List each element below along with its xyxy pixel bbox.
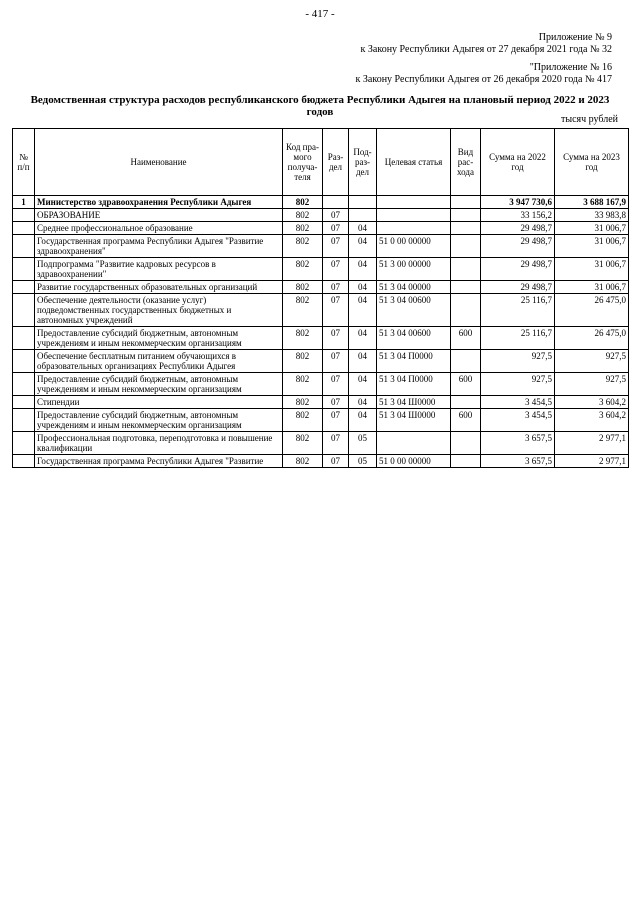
table-cell-s2023: 33 983,8 bbox=[555, 209, 629, 222]
table-cell-cs: 51 3 04 Ш0000 bbox=[377, 409, 451, 432]
table-cell-name: Предоставление субсидий бюджетным, автономным учреждениям и иным некоммерческим организациям bbox=[35, 373, 283, 396]
column-header: Целевая статья bbox=[377, 129, 451, 196]
table-cell-podrazdel: 04 bbox=[349, 258, 377, 281]
table-cell-vr bbox=[451, 235, 481, 258]
table-cell-cs: 51 0 00 00000 bbox=[377, 235, 451, 258]
appendix-header bbox=[361, 32, 612, 56]
column-header: № п/п bbox=[13, 129, 35, 196]
appendix-header-quoted-line2: к Закону Республики Адыгея от 26 декабря 2020 года № 417 bbox=[355, 74, 612, 85]
table-cell-name: Профессиональная подготовка, переподготовка и повышение квалификации bbox=[35, 432, 283, 455]
table-cell-name: Стипендии bbox=[35, 396, 283, 409]
table-cell-code: 802 bbox=[283, 222, 323, 235]
units-label: тысяч рублей bbox=[560, 114, 618, 125]
table-cell-n bbox=[13, 409, 35, 432]
table-cell-n bbox=[13, 373, 35, 396]
table-cell-s2023: 31 006,7 bbox=[555, 258, 629, 281]
table-cell-cs bbox=[377, 196, 451, 209]
table-cell-s2022: 29 498,7 bbox=[481, 281, 555, 294]
table-cell-vr bbox=[451, 196, 481, 209]
table-row bbox=[13, 432, 629, 455]
table-cell-n bbox=[13, 455, 35, 468]
table-cell-code: 802 bbox=[283, 396, 323, 409]
table-cell-vr bbox=[451, 432, 481, 455]
table-cell-podrazdel: 04 bbox=[349, 396, 377, 409]
table-cell-s2023: 3 688 167,9 bbox=[555, 196, 629, 209]
table-cell-razdel: 07 bbox=[323, 294, 349, 327]
table-cell-code: 802 bbox=[283, 196, 323, 209]
table-cell-s2022: 3 657,5 bbox=[481, 432, 555, 455]
table-cell-code: 802 bbox=[283, 235, 323, 258]
table-cell-vr bbox=[451, 294, 481, 327]
appendix-header-line1: Приложение № 9 bbox=[538, 32, 612, 43]
table-cell-s2023: 31 006,7 bbox=[555, 281, 629, 294]
table-cell-n bbox=[13, 209, 35, 222]
table-cell-cs: 51 3 04 00600 bbox=[377, 327, 451, 350]
table-cell-name: Подпрограмма "Развитие кадровых ресурсов в здравоохранении" bbox=[35, 258, 283, 281]
table-cell-n bbox=[13, 396, 35, 409]
table-cell-s2022: 29 498,7 bbox=[481, 235, 555, 258]
table-cell-podrazdel: 04 bbox=[349, 409, 377, 432]
table-cell-code: 802 bbox=[283, 373, 323, 396]
table-cell-vr bbox=[451, 396, 481, 409]
table-cell-s2022: 3 454,5 bbox=[481, 396, 555, 409]
table-cell-s2022: 3 454,5 bbox=[481, 409, 555, 432]
table-cell-s2023: 26 475,0 bbox=[555, 327, 629, 350]
table-row bbox=[13, 258, 629, 281]
table-cell-name: Предоставление субсидий бюджетным, автономным учреждениям и иным некоммерческим организациям bbox=[35, 327, 283, 350]
table-cell-razdel: 07 bbox=[323, 455, 349, 468]
table-cell-cs: 51 3 04 00600 bbox=[377, 294, 451, 327]
table-cell-name: Государственная программа Республики Адыгея "Развитие здравоохранения" bbox=[35, 235, 283, 258]
table-cell-name: Среднее профессиональное образование bbox=[35, 222, 283, 235]
table-cell-name: Государственная программа Республики Адыгея "Развитие bbox=[35, 455, 283, 468]
table-cell-s2023: 3 604,2 bbox=[555, 396, 629, 409]
table-cell-vr: 600 bbox=[451, 409, 481, 432]
expenditure-table bbox=[12, 128, 629, 468]
table-cell-cs: 51 3 04 П0000 bbox=[377, 373, 451, 396]
table-cell-cs: 51 0 00 00000 bbox=[377, 455, 451, 468]
table-cell-s2022: 33 156,2 bbox=[481, 209, 555, 222]
table-header-row bbox=[13, 129, 629, 196]
table-cell-s2023: 3 604,2 bbox=[555, 409, 629, 432]
column-header: Код пра-мого получа-теля bbox=[283, 129, 323, 196]
table-cell-razdel: 07 bbox=[323, 432, 349, 455]
table-cell-cs: 51 3 04 00000 bbox=[377, 281, 451, 294]
table-cell-vr: 600 bbox=[451, 327, 481, 350]
table-cell-code: 802 bbox=[283, 409, 323, 432]
column-header: Вид рас-хода bbox=[451, 129, 481, 196]
table-cell-s2023: 31 006,7 bbox=[555, 222, 629, 235]
table-cell-n bbox=[13, 350, 35, 373]
table-cell-s2022: 3 947 730,6 bbox=[481, 196, 555, 209]
table-cell-podrazdel: 04 bbox=[349, 294, 377, 327]
table-cell-razdel: 07 bbox=[323, 209, 349, 222]
table-cell-name: Министерство здравоохранения Республики Адыгея bbox=[35, 196, 283, 209]
appendix-header-quoted-line1: "Приложение № 16 bbox=[529, 62, 612, 73]
table-cell-vr bbox=[451, 209, 481, 222]
table-cell-razdel: 07 bbox=[323, 222, 349, 235]
table-cell-code: 802 bbox=[283, 455, 323, 468]
table-cell-podrazdel: 04 bbox=[349, 350, 377, 373]
table-row bbox=[13, 294, 629, 327]
table-cell-s2023: 927,5 bbox=[555, 350, 629, 373]
table-row bbox=[13, 396, 629, 409]
table-cell-name: Развитие государственных образовательных организаций bbox=[35, 281, 283, 294]
table-cell-n bbox=[13, 258, 35, 281]
column-header: Сумма на 2022 год bbox=[481, 129, 555, 196]
table-cell-razdel: 07 bbox=[323, 409, 349, 432]
table-cell-cs: 51 3 00 00000 bbox=[377, 258, 451, 281]
table-cell-razdel: 07 bbox=[323, 258, 349, 281]
appendix-header-quoted bbox=[356, 62, 612, 86]
table-cell-cs bbox=[377, 209, 451, 222]
table-row bbox=[13, 373, 629, 396]
table-cell-razdel bbox=[323, 196, 349, 209]
table-cell-s2022: 3 657,5 bbox=[481, 455, 555, 468]
table-cell-n: 1 bbox=[13, 196, 35, 209]
table-row bbox=[13, 222, 629, 235]
table-cell-n bbox=[13, 432, 35, 455]
table-cell-name: Обеспечение бесплатным питанием обучающихся в образовательных организациях Республики Адыгея bbox=[35, 350, 283, 373]
column-header: Раз-дел bbox=[323, 129, 349, 196]
table-cell-podrazdel: 04 bbox=[349, 373, 377, 396]
table-cell-name: ОБРАЗОВАНИЕ bbox=[35, 209, 283, 222]
table-cell-n bbox=[13, 222, 35, 235]
table-cell-cs: 51 3 04 П0000 bbox=[377, 350, 451, 373]
table-cell-razdel: 07 bbox=[323, 350, 349, 373]
table-cell-vr: 600 bbox=[451, 373, 481, 396]
table-cell-cs: 51 3 04 Ш0000 bbox=[377, 396, 451, 409]
table-cell-code: 802 bbox=[283, 294, 323, 327]
table-cell-podrazdel: 04 bbox=[349, 327, 377, 350]
table-cell-s2022: 927,5 bbox=[481, 373, 555, 396]
table-cell-code: 802 bbox=[283, 327, 323, 350]
table-cell-podrazdel: 05 bbox=[349, 455, 377, 468]
table-cell-s2023: 26 475,0 bbox=[555, 294, 629, 327]
table-cell-vr bbox=[451, 258, 481, 281]
table-cell-s2022: 29 498,7 bbox=[481, 258, 555, 281]
column-header: Под-раз-дел bbox=[349, 129, 377, 196]
table-cell-code: 802 bbox=[283, 258, 323, 281]
table-row bbox=[13, 409, 629, 432]
table-cell-code: 802 bbox=[283, 209, 323, 222]
table-cell-cs bbox=[377, 432, 451, 455]
table-cell-s2022: 25 116,7 bbox=[481, 294, 555, 327]
table-cell-code: 802 bbox=[283, 432, 323, 455]
table-row bbox=[13, 209, 629, 222]
table-cell-podrazdel bbox=[349, 196, 377, 209]
table-cell-vr bbox=[451, 455, 481, 468]
table-cell-podrazdel: 04 bbox=[349, 235, 377, 258]
table-cell-n bbox=[13, 281, 35, 294]
table-cell-n bbox=[13, 294, 35, 327]
table-cell-s2022: 29 498,7 bbox=[481, 222, 555, 235]
table-row bbox=[13, 455, 629, 468]
document-title: Ведомственная структура расходов республиканского бюджета Республики Адыгея на плановый период 2022 и 2023 годов bbox=[30, 94, 610, 118]
table-cell-s2023: 31 006,7 bbox=[555, 235, 629, 258]
table-row bbox=[13, 235, 629, 258]
table-cell-razdel: 07 bbox=[323, 396, 349, 409]
table-row bbox=[13, 327, 629, 350]
table-cell-s2022: 25 116,7 bbox=[481, 327, 555, 350]
table-cell-n bbox=[13, 235, 35, 258]
table-cell-podrazdel: 05 bbox=[349, 432, 377, 455]
table-cell-podrazdel bbox=[349, 209, 377, 222]
table-cell-name: Обеспечение деятельности (оказание услуг) подведомственных государственных бюджетных и автономных учреждений bbox=[35, 294, 283, 327]
table-cell-name: Предоставление субсидий бюджетным, автономным учреждениям и иным некоммерческим организациям bbox=[35, 409, 283, 432]
table-cell-s2023: 2 977,1 bbox=[555, 432, 629, 455]
table-cell-code: 802 bbox=[283, 281, 323, 294]
table-cell-razdel: 07 bbox=[323, 281, 349, 294]
table-cell-cs bbox=[377, 222, 451, 235]
table-cell-s2023: 2 977,1 bbox=[555, 455, 629, 468]
table-cell-vr bbox=[451, 350, 481, 373]
table-cell-vr bbox=[451, 281, 481, 294]
appendix-header-line2: к Закону Республики Адыгея от 27 декабря 2021 года № 32 bbox=[360, 44, 612, 55]
table-cell-n bbox=[13, 327, 35, 350]
table-cell-podrazdel: 04 bbox=[349, 281, 377, 294]
table-row bbox=[13, 350, 629, 373]
column-header: Сумма на 2023 год bbox=[555, 129, 629, 196]
table-cell-code: 802 bbox=[283, 350, 323, 373]
table-cell-razdel: 07 bbox=[323, 235, 349, 258]
column-header: Наименование bbox=[35, 129, 283, 196]
table-cell-s2022: 927,5 bbox=[481, 350, 555, 373]
table-row bbox=[13, 196, 629, 209]
table-cell-razdel: 07 bbox=[323, 327, 349, 350]
table-cell-razdel: 07 bbox=[323, 373, 349, 396]
table-cell-vr bbox=[451, 222, 481, 235]
table-cell-s2023: 927,5 bbox=[555, 373, 629, 396]
page-number: - 417 - bbox=[305, 8, 335, 20]
table-row bbox=[13, 281, 629, 294]
table-cell-podrazdel: 04 bbox=[349, 222, 377, 235]
